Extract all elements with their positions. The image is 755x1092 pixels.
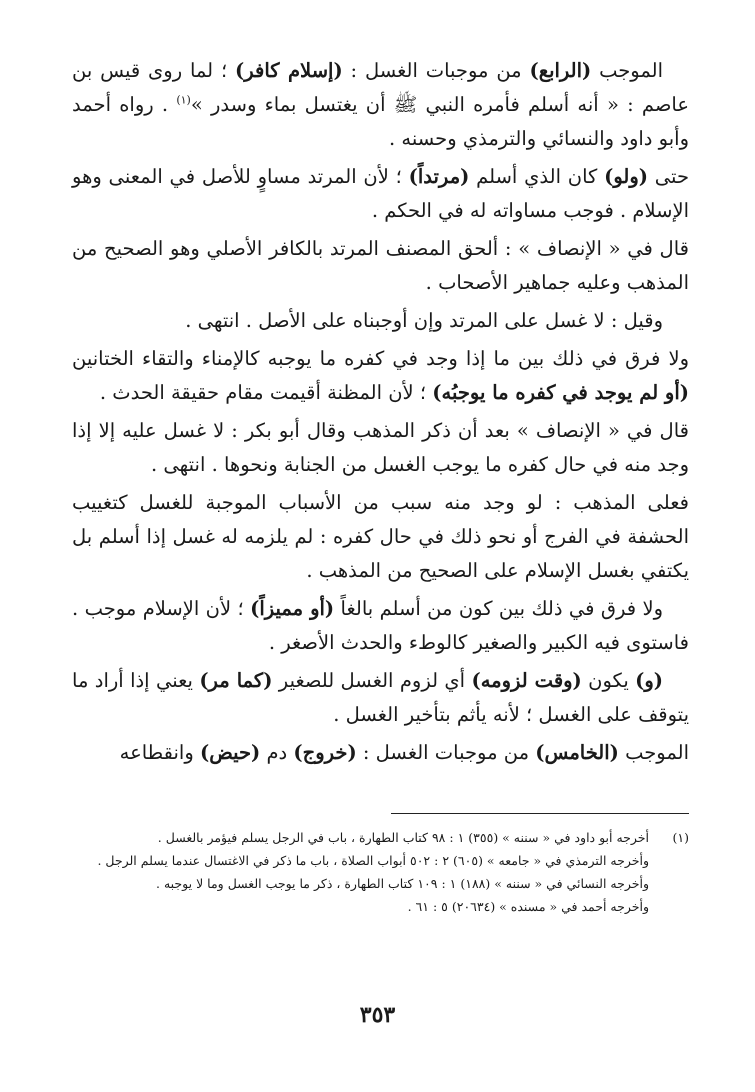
paragraph-no-difference — [72, 342, 689, 410]
text-run: ولا فرق في ذلك بين ما إذا وجد في كفره ما يوجبه كالإمناء والتقاء الختانين — [72, 347, 689, 370]
text-run-bold: (إسلام كافر) — [235, 59, 343, 82]
text-run: كان الذي أسلم — [469, 165, 605, 188]
paragraph-time-of-obligation — [72, 664, 689, 732]
text-run: الموجب — [591, 59, 664, 82]
text-run-bold: (الرابع) — [529, 59, 592, 82]
footnotes — [70, 826, 689, 918]
text-run: وقيل : لا غسل على المرتد وإن أوجبناه على الأصل . انتهى . — [185, 309, 663, 332]
text-run: وانقطاعه — [119, 741, 200, 764]
paragraph-fifth-obligation — [72, 736, 689, 770]
text-run: ؛ لأن المرتد مساوٍ للأصل في المعنى وهو الإسلام . فوجب مساواته له في الحكم . — [72, 165, 689, 222]
footnote-body — [70, 826, 649, 918]
text-run: فعلى المذهب : لو وجد منه سبب من الأسباب الموجبة للغسل كتغييب الحشفة في الفرج أو نحو ذلك في حال كفره : لم يلزمه له غسل إذا أسلم بل يكتفي بغسل الإسلام على الصحيح من المذهب . — [72, 491, 689, 582]
text-run: دم — [260, 741, 294, 764]
main-text — [72, 54, 689, 770]
text-run-bold: (أو مميزاً) — [250, 597, 335, 620]
text-run: قال في « الإنصاف » : ألحق المصنف المرتد بالكافر الأصلي وهو الصحيح من المذهب وعليه جماهير الأصحاب . — [72, 237, 689, 294]
footnote-number: (١) — [672, 830, 689, 845]
paragraph-alternative-view — [72, 304, 689, 338]
paragraph-fifth-obligation-four — [72, 54, 689, 156]
text-run-bold: (ولو) — [604, 165, 649, 188]
text-run-bold: (مرتداً) — [408, 165, 470, 188]
text-run: ؛ لما روى قيس بن عاصم : « أنه أسلم فأمره النبي ﷺ أن يغتسل بماء وسدر » — [72, 59, 690, 116]
text-run-bold: (حيض) — [199, 741, 261, 764]
text-run: يكون — [581, 669, 636, 692]
paragraph-abu-bakr — [72, 414, 689, 482]
text-run: ولا فرق في ذلك بين كون من أسلم بالغاً — [334, 597, 663, 620]
text-run-bold: (خروج) — [293, 741, 357, 764]
footnote-reference: (١) — [176, 93, 191, 107]
page-number: ٣٥٣ — [359, 1002, 396, 1028]
footnote-line: وأخرجه أحمد في « مسنده » (٢٠٦٣٤) ٥ : ٦١ . — [407, 899, 649, 914]
text-run: من موجبات الغسل : — [342, 59, 530, 82]
paragraph-insaf-quote — [72, 232, 689, 300]
text-run: من موجبات الغسل : — [356, 741, 536, 764]
paragraph-adult-or-minor — [72, 592, 689, 660]
text-run-bold: (و) — [635, 669, 664, 692]
text-run: حتى — [648, 165, 689, 188]
text-run: . رواه أحمد وأبو داود والنسائي والترمذي وحسنه . — [72, 93, 689, 150]
text-run: يعني إذا أراد ما يتوقف على الغسل ؛ لأنه يأثم بتأخير الغسل . — [72, 669, 689, 726]
text-run: الموجب — [618, 741, 689, 764]
footnote-separator — [391, 813, 689, 814]
text-run-bold: (الخامس) — [535, 741, 619, 764]
footnote-line: أخرجه أبو داود في « سننه » (٣٥٥) ١ : ٩٨ كتاب الطهارة ، باب في الرجل يسلم فيؤمر بالغسل . — [157, 830, 649, 845]
text-run-bold: (وقت لزومه) — [471, 669, 582, 692]
text-run: قال في « الإنصاف » بعد أن ذكر المذهب وقال أبو بكر : لا غسل عليه إلا إذا وجد منه في حال كفره ما يوجب الغسل من الجنابة ونحوها . انتهى . — [72, 419, 689, 476]
footnote-line: وأخرجه الترمذي في « جامعه » (٦٠٥) ٢ : ٥٠٢ أبواب الصلاة ، باب ما ذكر في الاغتسال عندما يسلم الرجل . — [97, 853, 649, 868]
paragraph-madhhab-ruling — [72, 486, 689, 588]
paragraph-apostate — [72, 160, 689, 228]
text-run-bold: (كما مر) — [199, 669, 273, 692]
text-run: أي لزوم الغسل للصغير — [272, 669, 472, 692]
text-run-bold: (أو لم يوجد في كفره ما يوجبُه) — [432, 381, 689, 404]
footnote-line: وأخرجه النسائي في « سننه » (١٨٨) ١ : ١٠٩ كتاب الطهارة ، ذكر ما يوجب الغسل وما لا يوجبه . — [156, 876, 649, 891]
text-run: ؛ لأن الإسلام موجب . فاستوى فيه الكبير والصغير كالوطء والحدث الأصغر . — [72, 597, 689, 654]
text-run: ؛ لأن المظنة أقيمت مقام حقيقة الحدث . — [99, 381, 433, 404]
footnote-1 — [70, 826, 689, 918]
